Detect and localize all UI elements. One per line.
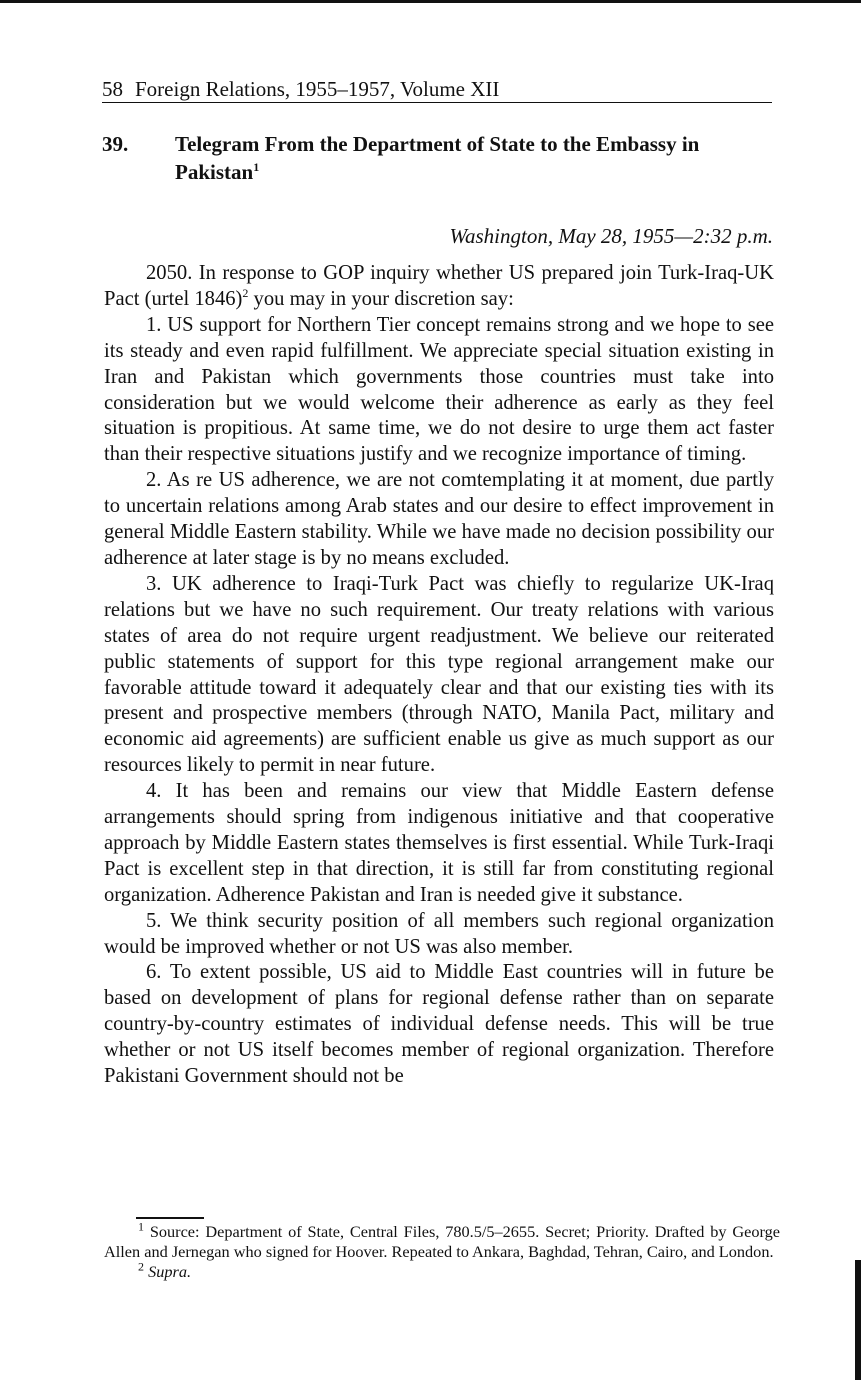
footnotes	[104, 1219, 780, 1282]
paragraph-1: 1. US support for Northern Tier concept remains strong and we hope to see its steady and even rapid fulfillment. We appreciate special situation existing in Iran and Pakistan which governments those countries must take into consideration but we would welcome their adherence as early as they feel situation is propitious. At same time, we do not desire to urge them act faster than their respective situations justify and we recognize importance of timing.	[104, 313, 774, 466]
paragraph-2: 2. As re US adherence, we are not comtemplating it at moment, due partly to uncertain relations among Arab states and our desire to effect improvement in general Middle Eastern stability. While we have made no decision possibility our adherence at later stage is by no means excluded.	[104, 469, 774, 569]
document-heading	[102, 130, 782, 186]
footnote-1-mark: 1	[138, 1219, 144, 1234]
paragraph-5: 5. We think security position of all members such regional organization would be improved whether or not US was also member.	[104, 909, 774, 958]
paragraph-6: 6. To extent possible, US aid to Middle East countries will in future be based on development of plans for regional defense rather than on separate country-by-country estimates of individual defense needs. This will be true whether or not US itself becomes member of regional organization. Therefore Pakistani Government should not be	[104, 961, 774, 1088]
intro-paragraph	[104, 261, 774, 313]
document-number: 39.	[102, 132, 129, 156]
footnote-ref-2[interactable]: 2	[242, 286, 249, 301]
paragraph-4: 4. It has been and remains our view that Middle Eastern defense arrangements should spring from indigenous initiative and that cooperative approach by Middle Eastern states themselves is first essential. While Turk-Iraqi Pact is excellent step in that direction, it is still far from constituting regional organization. Adherence Pakistan and Iran is needed give it substance.	[104, 780, 774, 906]
footnote-2-mark: 2	[138, 1259, 144, 1274]
document-title	[175, 130, 782, 186]
volume-title: Foreign Relations, 1955–1957, Volume XII	[135, 77, 500, 101]
intro-text-end: you may in your discretion say:	[248, 287, 514, 310]
scan-edge-shadow	[855, 1260, 861, 1380]
footnote-rule	[136, 1217, 204, 1219]
dateline: Washington, May 28, 1955—2:32 p.m.	[449, 224, 773, 248]
running-head	[102, 76, 772, 103]
footnote-2-text: Supra.	[148, 1262, 192, 1281]
page-top-border	[0, 0, 861, 3]
document-title-text: Telegram From the Department of State to the Embassy in Pakistan	[175, 132, 700, 184]
intro-text: 2050. In response to GOP inquiry whether US prepared join Turk-Iraq-UK Pact (urtel 1846)	[104, 262, 774, 310]
footnote-1-text: Source: Department of State, Central Files, 780.5/5–2655. Secret; Priority. Drafted by George Allen and Jernegan who signed for Hoover. Repeated to Ankara, Baghdad, Tehran, Cairo, and London.	[104, 1222, 780, 1261]
telegram-body	[104, 261, 774, 1090]
paragraph-3: 3. UK adherence to Iraqi-Turk Pact was chiefly to regularize UK-Iraq relations but we have no such requirement. Our treaty relations with various states of area do not require urgent readjustment. We believe our reiterated public statements of support for this type regional arrangement make our favorable attitude toward it adequately clear and that our existing ties with its present and prospective members (through NATO, Manila Pact, military and economic aid agreements) are sufficient enable us give as much support as our resources likely to permit in near future.	[104, 572, 774, 777]
footnote-ref-1[interactable]: 1	[253, 160, 260, 174]
footnote-1	[104, 1219, 780, 1262]
footnote-2	[104, 1259, 780, 1282]
page-number: 58	[102, 77, 123, 101]
